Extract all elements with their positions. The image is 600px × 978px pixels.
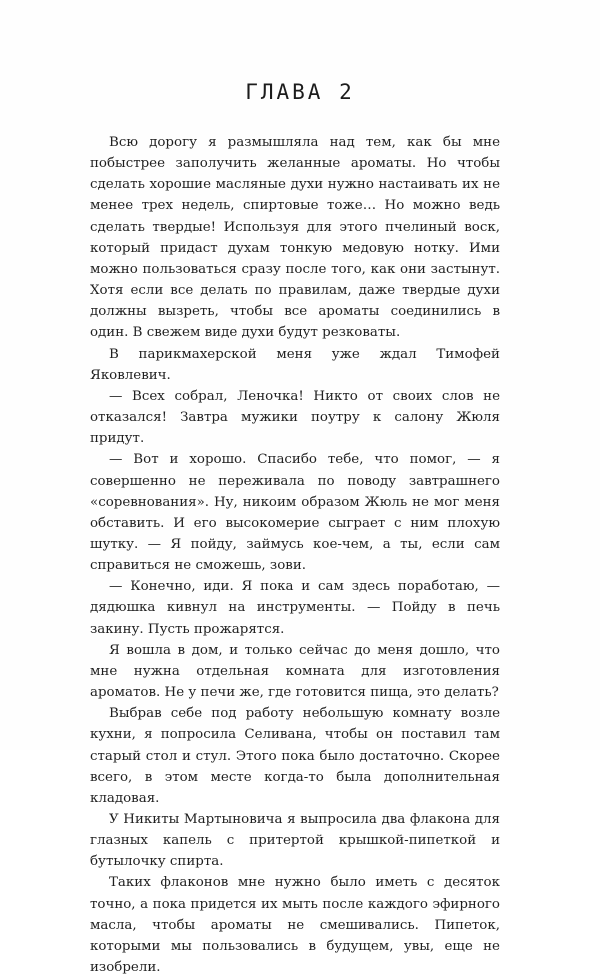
paragraph: Выбрав себе под работу небольшую комнату возле кухни, я попросила Селивана, чтобы он поставил там старый стол и стул. Этого пока было достаточно. Скорее всего, в этом месте когда-то была дополнительная кладовая. xyxy=(90,706,500,806)
chapter-title: ГЛАВА 2 xyxy=(245,80,355,104)
paragraph: — Конечно, иди. Я пока и сам здесь поработаю, — дядюшка кивнул на инструменты. — Пойду в печь закину. Пусть прожарятся. xyxy=(90,579,500,637)
paragraph: Всю дорогу я размышляла над тем, как бы мне побыстрее заполучить желанные ароматы. Но чтобы сделать хорошие масляные духи нужно настаивать их не менее трех недель, спиртовые тоже… Но можно ведь сделать твердые! Используя для этого пчелиный воск, который придаст духам тонкую медовую нотку. Ими можно пользоваться сразу после того, как они застынут. Хотя если все делать по правилам, даже твердые духи должны вызреть, чтобы все ароматы соединились в один. В свежем виде духи будут резковаты. xyxy=(90,135,500,341)
paragraph: — Всех собрал, Леночка! Никто от своих слов не отказался! Завтра мужики поутру к салону Жюля придут. xyxy=(90,388,500,447)
paragraph: — Вот и хорошо. Спасибо тебе, что помог, — я совершенно не переживала по поводу завтрашнего «соревнования». Ну, никоим образом Жюль не мог меня обставить. И его высокомерие сыграет с ним плохую шутку. — Я пойду, займусь кое-чем, а ты, если сам справиться не сможешь, зови. xyxy=(90,452,500,574)
paragraph: В парикмахерской меня уже ждал Тимофей Яковлевич. xyxy=(90,346,500,383)
chapter-text xyxy=(90,132,500,978)
paragraph: Таких флаконов мне нужно было иметь с десяток точно, а пока придется их мыть после каждого эфирного масла, чтобы ароматы не смешивались. Пипеток, которыми мы пользовались в будущем, увы, еще не изобрели. xyxy=(90,875,500,976)
paragraph: У Никиты Мартыновича я выпросила два флакона для глазных капель с притертой крышкой-пипеткой и бутылочку спирта. xyxy=(90,812,500,870)
paragraph: Я вошла в дом, и только сейчас до меня дошло, что мне нужна отдельная комната для изготовления ароматов. Не у печи же, где готовится пища, это делать? xyxy=(90,642,500,701)
